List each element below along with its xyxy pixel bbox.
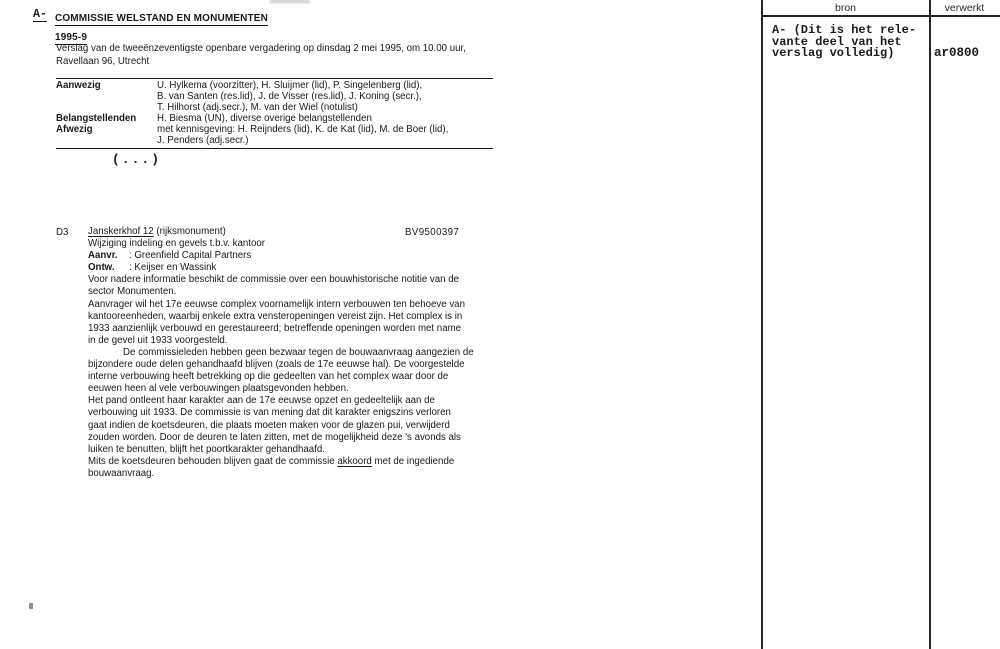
document-title: [55, 8, 268, 46]
designer-value: : Keijser en Wassink: [129, 262, 217, 274]
item-conclusion-line: [88, 456, 508, 468]
text-line: H. Biesma (UN), diverse overige belangstellenden: [157, 113, 372, 124]
attendance-row-label: Belangstellenden: [56, 113, 137, 124]
text-line: T. Hilhorst (adj.secr.), M. van der Wiel (notulist): [157, 102, 358, 113]
item-address: Janskerkhof 12: [88, 226, 154, 237]
attendance-row-names: [157, 113, 493, 124]
scan-artifact-smudge: [270, 0, 310, 3]
attendance-table: [56, 78, 493, 149]
text-line: verbouwing uit 1933. De commissie is van mening dat dit karakter enigszins verloren: [88, 407, 451, 419]
text-line: Het pand ontleent haar karakter aan de 17e eeuwse opzet en gedeeltelijk aan de: [88, 395, 435, 407]
text-line: Aanvrager wil het 17e eeuwse complex voornamelijk intern verbouwen ten behoeve van: [88, 298, 465, 310]
text-line: verslag volledig): [772, 46, 895, 61]
text-line: bijzondere oude delen gehandhaafd blijven (zoals de 17e eeuwse hal). De voorgestelde: [88, 359, 465, 371]
register-typed-note: [772, 25, 916, 60]
title-line-2: 1995-9: [55, 32, 88, 43]
text-line: Verslag van de tweeënzeventigste openbare vergadering op dinsdag 2 mei 1995, om 10.00 uur,: [56, 43, 466, 54]
text-line: met kennisgeving: H. Reijnders (lid), K. de Kat (lid), M. de Boer (lid),: [157, 124, 449, 135]
omission-mark: (...): [112, 152, 162, 167]
text-line: interne verbouwing heeft betrekking op die gedeelten van het complex waar door de: [88, 371, 449, 383]
item-address-line: [88, 226, 508, 238]
item-applicant-line: [88, 250, 508, 262]
text-line: Ravellaan 96, Utrecht: [56, 55, 150, 67]
attendance-row-label: Aanwezig: [56, 80, 101, 91]
attendance-row: [56, 113, 493, 124]
register-header-rule: [761, 15, 1000, 17]
register-verwerkt-code: ar0800: [934, 46, 980, 60]
item-address-suffix: (rijksmonument): [153, 226, 226, 237]
attendance-row-label: Afwezig: [56, 124, 93, 135]
text-line: vante deel van het: [772, 34, 902, 49]
item-body-text: [88, 274, 508, 455]
text-line: kantooreenheden, waarbij enkele extra vensteropeningen vereist zijn. Het complex is in: [88, 310, 463, 322]
text-line: in de gevel uit 1933 voorgesteld.: [88, 334, 228, 346]
text-line: Voor nadere informatie beschikt de commissie over een bouwhistorische notitie van de: [88, 274, 460, 286]
conclusion-verdict: akkoord: [337, 455, 372, 467]
text-line: U. Hylkema (voorzitter), H. Sluijmer (lid), P. Singelenberg (lid),: [157, 80, 423, 91]
text-line: B. van Santen (res.lid), J. de Visser (res.lid), J. Koning (secr.),: [157, 91, 422, 102]
register-divider-right: [929, 0, 931, 649]
register-column-bron: bron: [834, 2, 856, 14]
attendance-row-names: [157, 80, 493, 113]
attendance-row: [56, 80, 493, 113]
text-line: De commissieleden hebben geen bezwaar tegen de bouwaanvraag aangezien de: [88, 346, 474, 358]
scan-artifact-dot: [29, 603, 33, 609]
text-line: J. Penders (adj.secr.): [157, 135, 249, 146]
item-conclusion-last-line: bouwaanvraag.: [88, 467, 155, 479]
register-column-verwerkt: verwerkt: [944, 2, 985, 14]
text-line: eeuwen heen al vele verbouwingen plaatsgevonden hebben.: [88, 383, 349, 395]
item-subject: Wijziging indeling en gevels t.b.v. kantoor: [88, 238, 265, 250]
register-divider-left: [761, 0, 763, 649]
text-line: sector Monumenten.: [88, 286, 177, 298]
text-line: A- (Dit is het rele-: [772, 23, 917, 37]
attendance-row: [56, 124, 493, 146]
conclusion-pre: Mits de koetsdeuren behouden blijven gaat de commissie: [88, 455, 338, 467]
agenda-item-content: [88, 226, 508, 480]
title-line-1: COMMISSIE WELSTAND EN MONUMENTEN: [55, 13, 268, 24]
item-designer-line: [88, 262, 508, 274]
agenda-item-number: D3: [56, 227, 69, 238]
applicant-label: Aanvr.: [88, 250, 118, 262]
text-line: zouden worden. Door de deuren te laten zitten, met de mogelijkheid deze 's avonds als: [88, 431, 461, 443]
text-line: luiken te benutten, blijft het poortkarakter gehandhaafd.: [88, 443, 325, 455]
designer-label: Ontw.: [88, 262, 115, 274]
case-number: BV9500397: [405, 227, 460, 238]
text-line: 1933 aanzienlijk verbouwd en gerestaureerd; betreffende openingen worden met name: [88, 322, 462, 334]
applicant-value: : Greenfield Capital Partners: [129, 250, 252, 262]
conclusion-post: met de ingediende: [371, 455, 455, 467]
meeting-intro: [56, 43, 466, 68]
section-marker: A-: [33, 8, 47, 21]
text-line: gaat indien de koetsdeuren, die plaats moeten maken voor de glazen pui, verwijderd: [88, 419, 450, 431]
attendance-row-names: [157, 124, 493, 146]
